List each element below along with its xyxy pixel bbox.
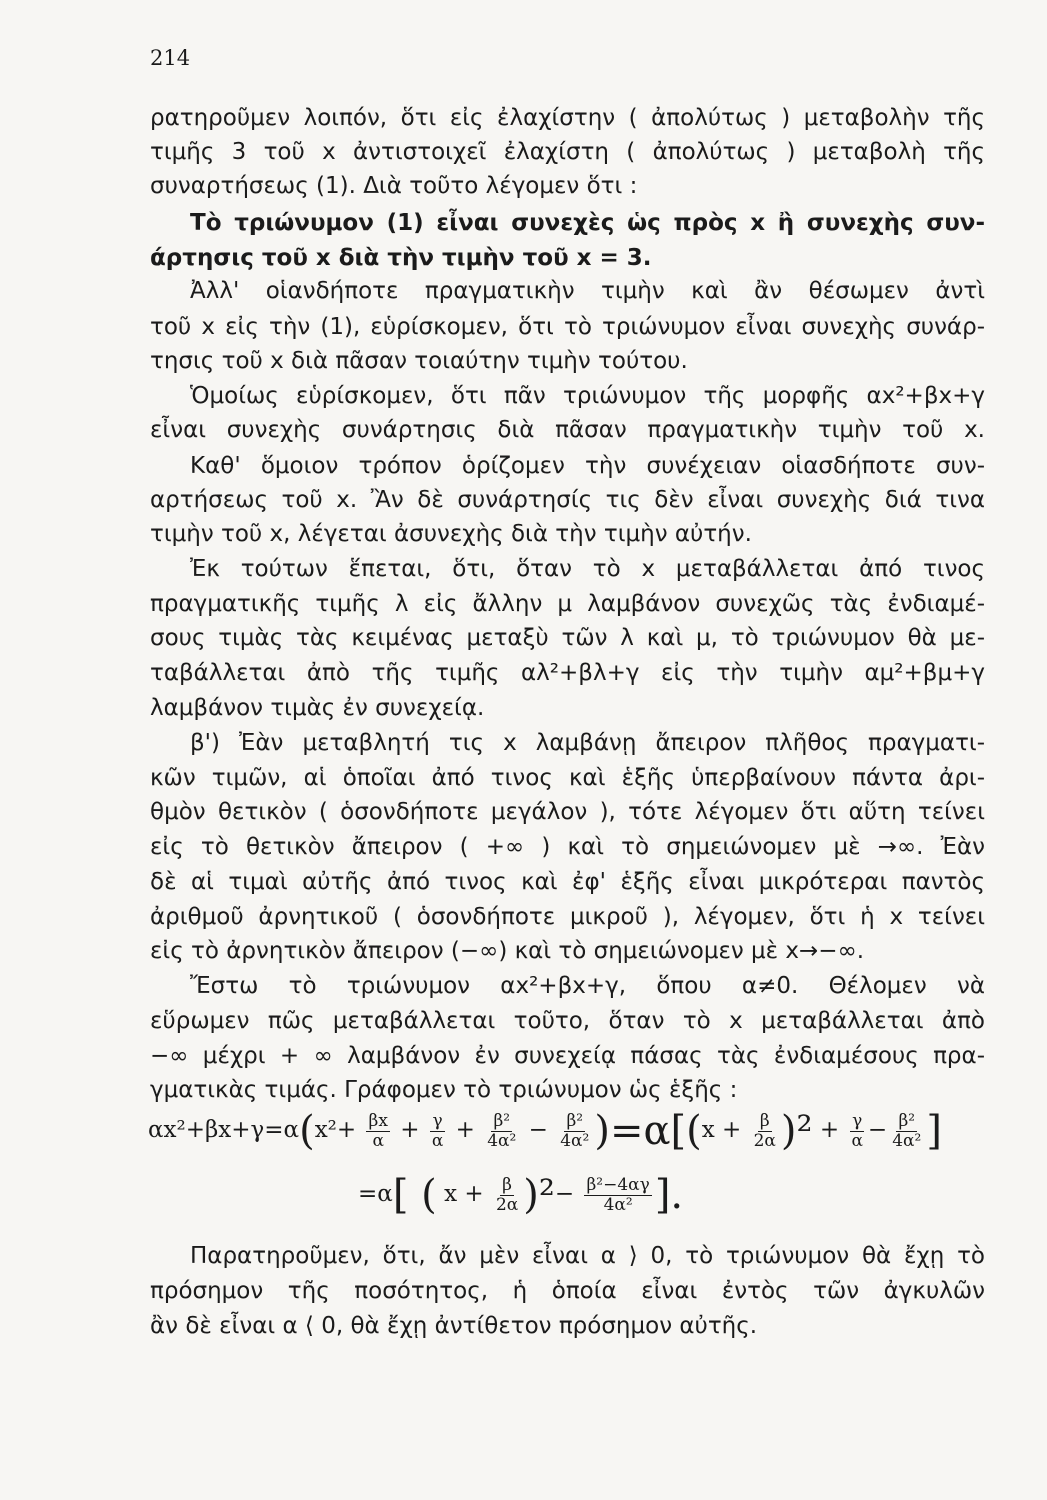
- numerator: β²: [898, 1110, 916, 1131]
- text-line: τιμῆς 3 τοῦ x ἀντιστοιχεῖ ἐλαχίστη ( ἀπολύτως ) μεταβολὴ τῆς: [150, 139, 985, 165]
- theorem-line: Τὸ τριώνυμον (1) εἶναι συνεχὲς ὡς πρὸς x ἢ συνεχὴς συν-: [190, 210, 985, 236]
- text-line: Ὁμοίως εὑρίσκομεν, ὅτι πᾶν τριώνυμον τῆς μορφῆς αx²+βx+γ: [190, 383, 985, 409]
- text-line: αρτήσεως τοῦ x. Ἂν δὲ συνάρτησίς τις δὲν εἶναι συνεχὴς διά τινα: [150, 487, 985, 513]
- eq-bracket: ].: [654, 1172, 684, 1218]
- eq-paren: )=α: [594, 1108, 671, 1154]
- numerator: β²: [566, 1110, 584, 1131]
- eq-bracket: [ (: [392, 1172, 437, 1218]
- fraction: [485, 1112, 518, 1151]
- text-line: Ἔστω τὸ τριώνυμον αx²+βx+γ, ὅπου α≠0. Θέλομεν νὰ: [190, 973, 985, 999]
- text-line: β') Ἐὰν μεταβλητή τις x λαμβάνῃ ἄπειρον πλῆθος πραγματι-: [190, 730, 985, 756]
- eq-op: −: [528, 1117, 548, 1143]
- denominator: α: [372, 1130, 384, 1151]
- eq-bracket: ]: [926, 1108, 942, 1154]
- text-line: σους τιμὰς τὰς κειμένας μεταξὺ τῶν λ καὶ μ, τὸ τριώνυμον θὰ με-: [150, 625, 985, 651]
- text-line: ρατηροῦμεν λοιπόν, ὅτι εἰς ἐλαχίστην ( ἀπολύτως ) μεταβολὴν τῆς: [150, 105, 985, 131]
- text-line: πραγματικῆς τιμῆς λ εἰς ἄλλην μ λαμβάνον συνεχῶς τὰς ἐνδιαμέ-: [150, 591, 985, 617]
- text-line: εἶναι συνεχὴς συνάρτησις διὰ πᾶσαν πραγματικὴν τιμὴν τοῦ x.: [150, 417, 985, 443]
- eq-paren: )²: [780, 1108, 813, 1154]
- fraction: [584, 1176, 651, 1215]
- text-line: γματικὰς τιμάς. Γράφομεν τὸ τριώνυμον ὡς ἑξῆς :: [150, 1077, 738, 1103]
- eq-op: +: [819, 1117, 840, 1143]
- eq-paren: (: [299, 1108, 315, 1154]
- text-line: θμὸν θετικὸν ( ὁσονδήποτε μεγάλον ), τότε λέγομεν ὅτι αὕτη τείνει: [150, 799, 985, 825]
- denominator: 2α: [495, 1194, 519, 1215]
- eq-op: +: [455, 1117, 475, 1143]
- eq-paren: )²: [523, 1172, 555, 1218]
- page-number: 214: [150, 46, 191, 70]
- eq-term: x²+: [314, 1117, 357, 1143]
- text-line: εὕρωμεν πῶς μεταβάλλεται τοῦτο, ὅταν τὸ x μεταβάλλεται ἀπὸ: [150, 1008, 985, 1034]
- text-line: −∞ μέχρι + ∞ λαμβάνον ἐν συνεχείᾳ πάσας τὰς ἐνδιαμέσους πρα-: [150, 1043, 985, 1069]
- text-line: ἂν δὲ εἶναι α ⟨ 0, θὰ ἔχῃ ἀντίθετον πρόσημον αὐτῆς.: [150, 1313, 758, 1339]
- numerator: γ: [852, 1110, 863, 1131]
- numerator: γ: [432, 1110, 443, 1131]
- text-line: δὲ αἱ τιμαὶ αὐτῆς ἀπό τινος καὶ ἐφ' ἑξῆς εἶναι μικρότεραι παντὸς: [150, 869, 985, 895]
- denominator: α: [851, 1130, 863, 1151]
- fraction: [366, 1112, 389, 1151]
- denominator: 4α²: [560, 1130, 590, 1151]
- fraction: [752, 1112, 778, 1151]
- eq-op: −: [867, 1117, 888, 1143]
- fraction: [430, 1112, 445, 1151]
- eq-lhs: =α: [358, 1181, 393, 1207]
- text-line: κῶν τιμῶν, αἱ ὁποῖαι ἀπό τινος καὶ ἑξῆς ὑπερβαίνουν πάντα ἀρι-: [150, 765, 985, 791]
- text-line: Παρατηροῦμεν, ὅτι, ἄν μὲν εἶναι α ⟩ 0, τὸ τριώνυμον θὰ ἔχῃ τὸ: [190, 1243, 985, 1269]
- eq-op: +: [400, 1117, 420, 1143]
- text-line: Ἐκ τούτων ἕπεται, ὅτι, ὅταν τὸ x μεταβάλλεται ἀπό τινος: [190, 556, 985, 582]
- text-line: ταβάλλεται ἀπὸ τῆς τιμῆς αλ²+βλ+γ εἰς τὴν τιμὴν αμ²+βμ+γ: [150, 660, 985, 686]
- numerator: β: [759, 1110, 770, 1131]
- text-line: Ἀλλ' οἱανδήποτε πραγματικὴν τιμὴν καὶ ἂν θέσωμεν ἀντὶ: [190, 278, 985, 304]
- text-line: λαμβάνον τιμὰς ἐν συνεχείᾳ.: [150, 695, 485, 721]
- denominator: α: [431, 1130, 444, 1151]
- denominator: 2α: [753, 1130, 776, 1151]
- numerator: β²: [493, 1110, 511, 1131]
- fraction: [558, 1112, 591, 1151]
- denominator: 4α²: [603, 1194, 633, 1215]
- text-line: συναρτήσεως (1). Διὰ τοῦτο λέγομεν ὅτι :: [150, 173, 638, 199]
- numerator: β²−4αγ: [586, 1174, 650, 1195]
- fraction: [849, 1112, 864, 1151]
- theorem-line: άρτησις τοῦ x διὰ τὴν τιμὴν τοῦ x = 3.: [150, 245, 652, 271]
- eq-term: x +: [701, 1117, 742, 1143]
- text-line: πρόσημον τῆς ποσότητος, ἡ ὁποία εἶναι ἐντὸς τῶν ἀγκυλῶν: [150, 1278, 985, 1304]
- text-line: τιμὴν τοῦ x, λέγεται ἀσυνεχὴς διὰ τὴν τιμὴν αὐτήν.: [150, 521, 752, 547]
- denominator: 4α²: [892, 1130, 922, 1151]
- text-line: εἰς τὸ θετικὸν ἄπειρον ( +∞ ) καὶ τὸ σημειώνομεν μὲ →∞. Ἐὰν: [150, 834, 985, 860]
- eq-op: −: [554, 1181, 575, 1207]
- fraction: [890, 1112, 923, 1151]
- fraction: [494, 1176, 520, 1215]
- text-line: Καθ' ὅμοιον τρόπον ὁρίζομεν τὴν συνέχειαν οἱασδήποτε συν-: [190, 453, 985, 479]
- equation-line-2: [358, 1172, 683, 1218]
- eq-lhs: αx²+βx+γ=α: [148, 1117, 300, 1143]
- text-line: ἀριθμοῦ ἀρνητικοῦ ( ὁσονδήποτε μικροῦ ), λέγομεν, ὅτι ἡ x τείνει: [150, 904, 985, 930]
- text-line: τησις τοῦ x διὰ πᾶσαν τοιαύτην τιμὴν τούτου.: [150, 348, 688, 374]
- denominator: 4α²: [487, 1130, 517, 1151]
- text-line: εἰς τὸ ἀρνητικὸν ἄπειρον (−∞) καὶ τὸ σημειώνομεν μὲ x→−∞.: [150, 938, 865, 964]
- numerator: βx: [368, 1110, 388, 1131]
- eq-bracket: [(: [670, 1108, 702, 1154]
- equation-line-1: [148, 1108, 942, 1154]
- text-line: τοῦ x εἰς τὴν (1), εὑρίσκομεν, ὅτι τὸ τριώνυμον εἶναι συνεχὴς συνάρ-: [150, 314, 985, 340]
- numerator: β: [502, 1174, 512, 1195]
- eq-term: x +: [444, 1181, 484, 1207]
